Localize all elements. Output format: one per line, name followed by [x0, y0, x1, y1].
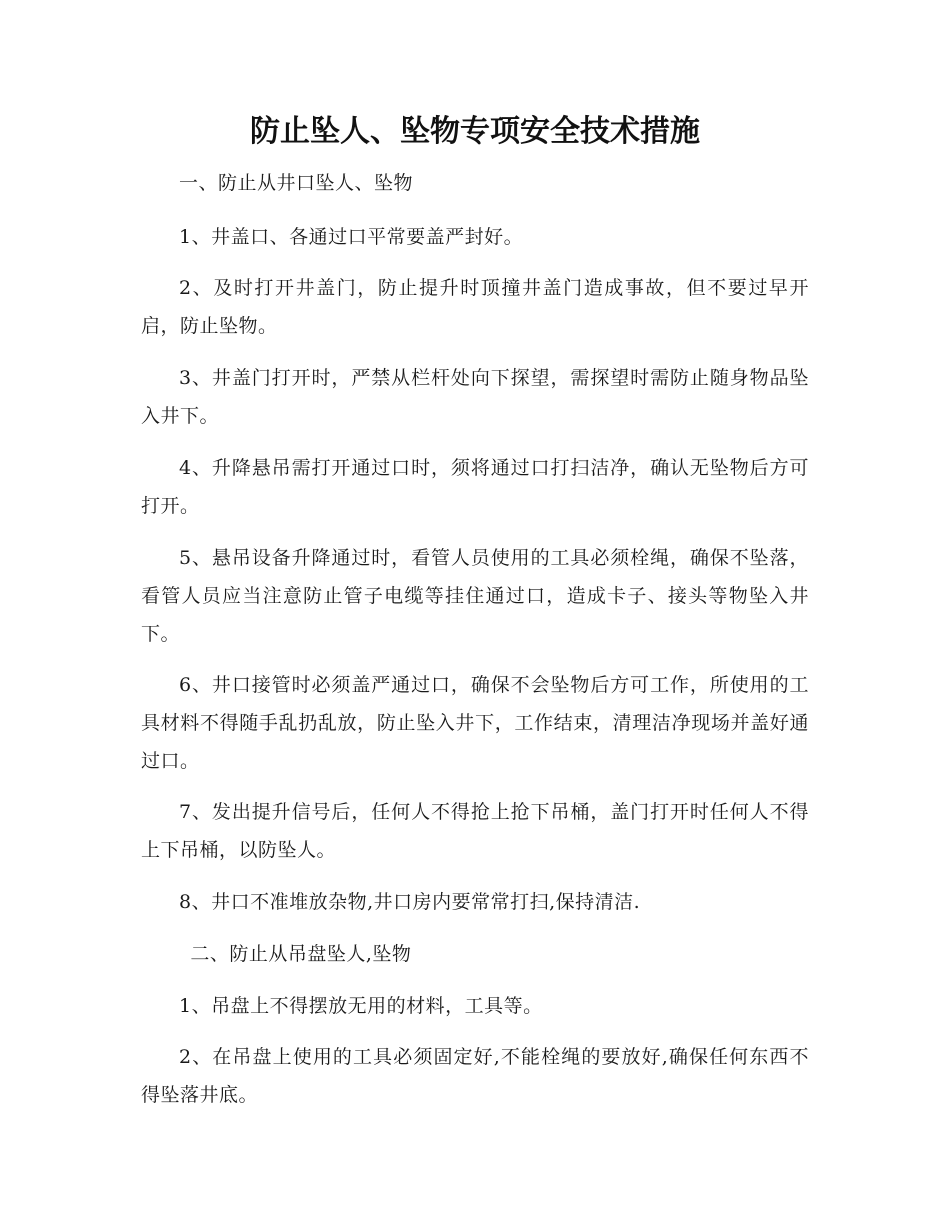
section-heading-hanging-scaffold: 二、防止从吊盘坠人,坠物	[190, 943, 412, 965]
paragraph-8: 8、井口不准堆放杂物,井口房内要常常打扫,保持清洁.	[179, 891, 641, 913]
paragraph-4: 4、升降悬吊需打开通过口时，须将通过口打扫洁净，确认无坠物后方可打开。	[141, 457, 809, 517]
paragraph-5: 5、悬吊设备升降通过时，看管人员使用的工具必须栓绳，确保不坠落，看管人员应当注意防止管子电缆等挂住通过口，造成卡子、接头等物坠入井下。	[141, 547, 809, 645]
paragraph-2: 2、及时打开井盖门，防止提升时顶撞井盖门造成事故，但不要过早开启，防止坠物。	[141, 277, 809, 337]
section-heading-wellhead: 一、防止从井口坠人、坠物	[179, 172, 414, 194]
paragraph-10: 2、在吊盘上使用的工具必须固定好,不能栓绳的要放好,确保任何东西不得坠落井底。	[141, 1046, 809, 1106]
paragraph-7: 7、发出提升信号后，任何人不得抢上抢下吊桶，盖门打开时任何人不得上下吊桶，以防坠人。	[141, 801, 809, 861]
document-title: 防止坠人、坠物专项安全技术措施	[250, 114, 700, 149]
paragraph-9: 1、吊盘上不得摆放无用的材料，工具等。	[179, 995, 543, 1017]
paragraph-6: 6、井口接管时必须盖严通过口，确保不会坠物后方可工作，所使用的工具材料不得随手乱扔乱放，防止坠入井下，工作结束，清理洁净现场并盖好通过口。	[141, 674, 809, 772]
paragraph-1: 1、井盖口、各通过口平常要盖严封好。	[179, 226, 524, 248]
paragraph-3: 3、井盖门打开时，严禁从栏杆处向下探望，需探望时需防止随身物品坠入井下。	[141, 367, 809, 427]
